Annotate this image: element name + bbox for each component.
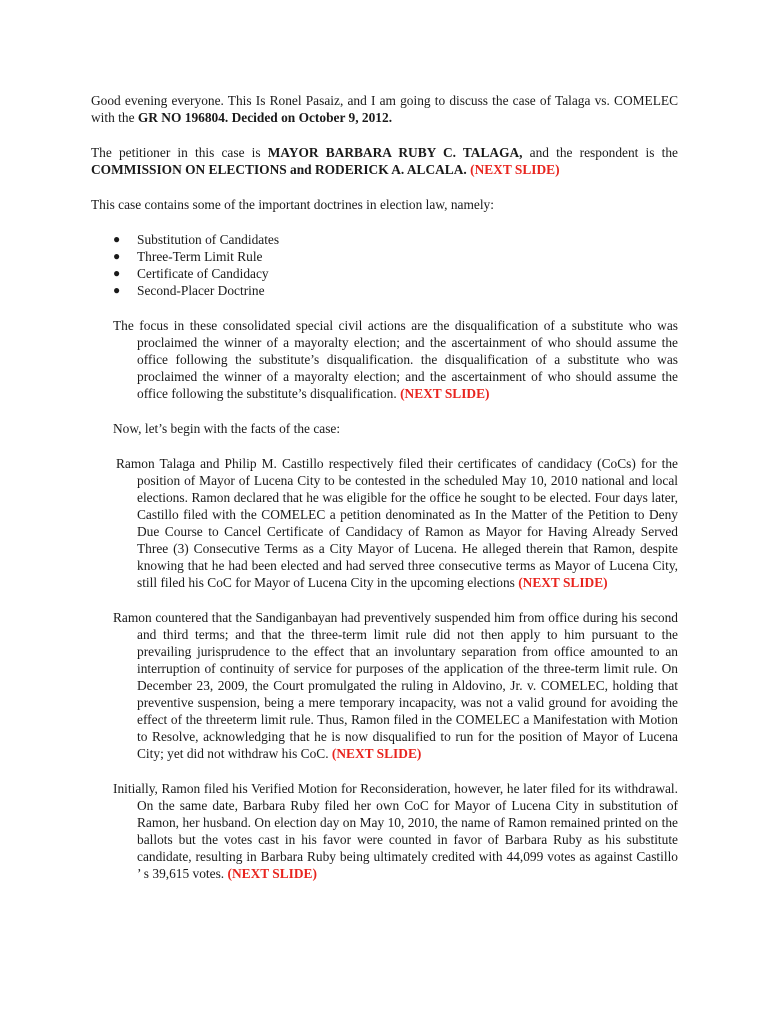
bullet-dot-icon: ● — [113, 232, 121, 246]
doctrines-list — [91, 231, 678, 299]
bullet-dot-icon: ● — [113, 249, 121, 263]
facts-text-2: Ramon countered that the Sandiganbayan had preventively suspended him from office during his second and third terms; and that the three-term limit rule did not then apply to him pursuant to the prevailing jurisprudence to the effect that an involuntary separation from office amounted to an interruption of continuity of service for purposes of the application of the three-term limit rule. On December 23, 2009, the Court promulgated the ruling in Aldovino, Jr. v. COMELEC, holding that preventive suspension, being a mere temporary incapacity, was not a valid ground for avoiding the effect of the threeterm limit rule. Thus, Ramon filed in the COMELEC a Manifestation with Motion to Resolve, acknowledging that he is now disqualified to run for the position of Mayor of Lucena City; yet did not withdraw his CoC. — [113, 610, 678, 761]
focus-text: The focus in these consolidated special civil actions are the disqualification of a substitute who was proclaimed the winner of a mayoralty election; and the ascertainment of who should assume the office following the substitute’s disqualification. the disqualification of a substitute who was proclaimed the winner of a mayoralty election; and the ascertainment of who should assume the office following the substitute’s disqualification. — [113, 318, 678, 401]
next-slide-marker: (NEXT SLIDE) — [328, 746, 422, 761]
intro-text: Good evening everyone. This Is Ronel Pasaiz, and I am going to discuss the case of Talaga vs. COMELEC with the — [91, 93, 678, 125]
facts-paragraph-1 — [91, 455, 678, 591]
bullet-dot-icon: ● — [113, 266, 121, 280]
case-number: GR NO 196804. Decided on October 9, 2012. — [137, 110, 393, 125]
next-slide-marker: (NEXT SLIDE) — [518, 575, 608, 590]
bullet-dot-icon: ● — [113, 283, 121, 297]
respondent-name: COMMISSION ON ELECTIONS and RODERICK A. ALCALA. — [91, 162, 467, 177]
focus-paragraph — [91, 317, 678, 402]
doctrine-label: Certificate of Candidacy — [137, 266, 269, 281]
doctrine-label: Substitution of Candidates — [137, 232, 280, 247]
facts-paragraph-3 — [91, 780, 678, 882]
doctrines-intro: This case contains some of the important doctrines in election law, namely: — [91, 197, 494, 212]
facts-text-3: Initially, Ramon filed his Verified Motion for Reconsideration, however, he later filed for its withdrawal. On the same date, Barbara Ruby filed her own CoC for Mayor of Lucena City in substitution of Ramon, her husband. On election day on May 10, 2010, the name of Ramon remained printed on the ballots but the votes cast in his favor were counted in favor of Barbara Ruby as his substitute candidate, resulting in Barbara Ruby being ultimately credited with 44,099 votes as against Castillo ’ s 39,615 votes. — [113, 781, 678, 881]
facts-intro: Now, let’s begin with the facts of the case: — [113, 421, 341, 436]
next-slide-marker: (NEXT SLIDE) — [396, 386, 490, 401]
parties-text-b: and the respondent is the — [522, 145, 678, 160]
list-item — [91, 248, 678, 265]
parties-text-a: The petitioner in this case is — [91, 145, 268, 160]
petitioner-name: MAYOR BARBARA RUBY C. TALAGA, — [267, 145, 523, 160]
intro-paragraph — [91, 92, 678, 126]
doctrine-label: Three-Term Limit Rule — [137, 249, 263, 264]
list-item — [91, 231, 678, 248]
document-body — [91, 92, 678, 882]
list-item — [91, 282, 678, 299]
next-slide-marker: (NEXT SLIDE) — [466, 162, 560, 177]
facts-paragraph-2 — [91, 609, 678, 762]
facts-text-1: Ramon Talaga and Philip M. Castillo respectively filed their certificates of candidacy (CoCs) for the position of Mayor of Lucena City to be contested in the scheduled May 10, 2010 national and local elections. Ramon declared that he was eligible for the office he sought to be elected. Four days later, Castillo filed with the COMELEC a petition denominated as In the Matter of the Petition to Deny Due Course to Cancel Certificate of Candidacy of Ramon as Mayor for Having Already Served Three (3) Consecutive Terms as a City Mayor of Lucena. He alleged therein that Ramon, despite knowing that he had been elected and had served three consecutive terms as Mayor of Lucena City, still filed his CoC for Mayor of Lucena City in the upcoming elections — [116, 456, 678, 590]
next-slide-marker: (NEXT SLIDE) — [224, 866, 317, 881]
parties-paragraph — [91, 144, 678, 178]
list-item — [91, 265, 678, 282]
doctrine-label: Second-Placer Doctrine — [137, 283, 265, 298]
